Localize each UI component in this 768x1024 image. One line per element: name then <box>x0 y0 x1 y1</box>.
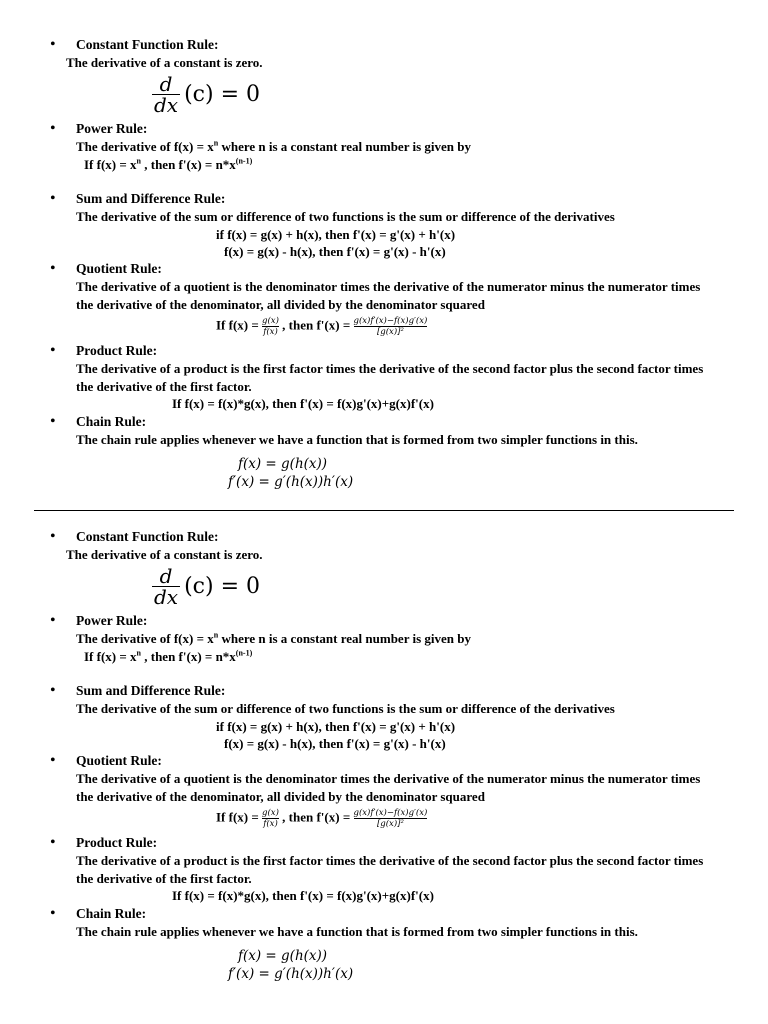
constant-rule-text: The derivative of a constant is zero. <box>66 547 263 562</box>
chain-rule-formula-2: f′(x) = g′(h(x))h′(x) <box>228 474 354 490</box>
bullet: • <box>50 190 56 207</box>
chain-rule-text: The chain rule applies whenever we have a function that is formed from two simpler functions in this. <box>76 924 638 939</box>
quotient-rule-heading: Quotient Rule: <box>76 753 162 768</box>
power-rule-formula: If $f(x) = x^n$ , then $f'(x) = n*x^{(n-1)}$ <box>84 648 253 664</box>
formula-denominator: dx <box>154 93 179 117</box>
chain-rule-formula-2: f′(x) = g′(h(x))h′(x) <box>228 966 354 982</box>
power-rule-formula: If $f(x) = x^n$ , then $f'(x) = n*x^{(n-1)}$ <box>84 156 253 172</box>
section-divider <box>34 510 734 511</box>
bullet: • <box>50 905 56 922</box>
chain-rule-formula-1: f(x) = g(h(x)) <box>238 456 328 472</box>
product-rule-formula: If f(x) = f(x)*g(x), then f'(x) = f(x)g'(x)+g(x)f'(x) <box>172 396 434 411</box>
bullet: • <box>50 36 56 53</box>
constant-rule-text: The derivative of a constant is zero. <box>66 55 263 70</box>
quotient-rule-formula: If f(x) = $\frac{g(x)}{f(x)}$ , then f'(x) = $\frac{g(x)f'(x)-f(x)g'(x)}{\text{[g(x)]²}}$ <box>216 808 428 829</box>
formula-numerator: d <box>159 564 173 588</box>
quotient-rule-text: The derivative of a quotient is the denominator times the derivative of the numerator minus the numerator times the derivative of the denominator, all divided by the denominator squared <box>76 279 701 312</box>
sum-rule-text: The derivative of the sum or difference of two functions is the sum or difference of the derivatives <box>76 701 615 716</box>
quotient-rule-formula: If f(x) = $\frac{g(x)}{f(x)}$ , then f'(x) = $\frac{g(x)f'(x)-f(x)g'(x)}{\text{[g(x)]²}}$ <box>216 316 428 337</box>
sum-rule-formula-1: if f(x) = g(x) + h(x), then f'(x) = g'(x) + h'(x) <box>216 227 456 242</box>
product-rule-heading: Product Rule: <box>76 835 158 850</box>
bullet: • <box>50 834 56 851</box>
sum-rule-heading: Sum and Difference Rule: <box>76 191 226 206</box>
formula-denominator: dx <box>154 585 179 609</box>
power-rule-heading: Power Rule: <box>76 121 148 136</box>
product-rule-heading: Product Rule: <box>76 343 158 358</box>
sum-rule-heading: Sum and Difference Rule: <box>76 683 226 698</box>
bullet: • <box>50 752 56 769</box>
sum-rule-formula-2: f(x) = g(x) - h(x), then f'(x) = g'(x) - h'(x) <box>224 736 446 751</box>
constant-rule-heading: Constant Function Rule: <box>76 529 219 544</box>
bullet: • <box>50 682 56 699</box>
chain-rule-heading: Chain Rule: <box>76 906 147 921</box>
power-rule-text: The derivative of $f(x) = x^n$ where n is a constant real number is given by <box>76 630 471 646</box>
product-rule-formula: If f(x) = f(x)*g(x), then f'(x) = f(x)g'(x)+g(x)f'(x) <box>172 888 434 903</box>
formula-rest: (c) = 0 <box>184 574 260 599</box>
chain-rule-text: The chain rule applies whenever we have a function that is formed from two simpler functions in this. <box>76 432 638 447</box>
formula-rest: (c) = 0 <box>184 82 260 107</box>
formula-numerator: d <box>159 72 173 96</box>
chain-rule-heading: Chain Rule: <box>76 414 147 429</box>
sum-rule-text: The derivative of the sum or difference of two functions is the sum or difference of the derivatives <box>76 209 615 224</box>
chain-rule-formula-1: f(x) = g(h(x)) <box>238 948 328 964</box>
power-rule-text: The derivative of $f(x) = x^n$ where n is a constant real number is given by <box>76 138 471 154</box>
constant-rule-formula <box>152 74 260 115</box>
bullet: • <box>50 413 56 430</box>
quotient-rule-text: The derivative of a quotient is the denominator times the derivative of the numerator minus the numerator times the derivative of the denominator, all divided by the denominator squared <box>76 771 701 804</box>
bullet: • <box>50 612 56 629</box>
sum-rule-formula-1: if f(x) = g(x) + h(x), then f'(x) = g'(x) + h'(x) <box>216 719 456 734</box>
product-rule-text: The derivative of a product is the first factor times the derivative of the second factor plus the second factor times the derivative of the first factor. <box>76 361 704 394</box>
constant-rule-heading: Constant Function Rule: <box>76 37 219 52</box>
constant-rule-formula <box>152 566 260 607</box>
bullet: • <box>50 120 56 137</box>
bullet: • <box>50 260 56 277</box>
bullet: • <box>50 342 56 359</box>
quotient-rule-heading: Quotient Rule: <box>76 261 162 276</box>
power-rule-heading: Power Rule: <box>76 613 148 628</box>
product-rule-text: The derivative of a product is the first factor times the derivative of the second factor plus the second factor times the derivative of the first factor. <box>76 853 704 886</box>
bullet: • <box>50 528 56 545</box>
sum-rule-formula-2: f(x) = g(x) - h(x), then f'(x) = g'(x) - h'(x) <box>224 244 446 259</box>
